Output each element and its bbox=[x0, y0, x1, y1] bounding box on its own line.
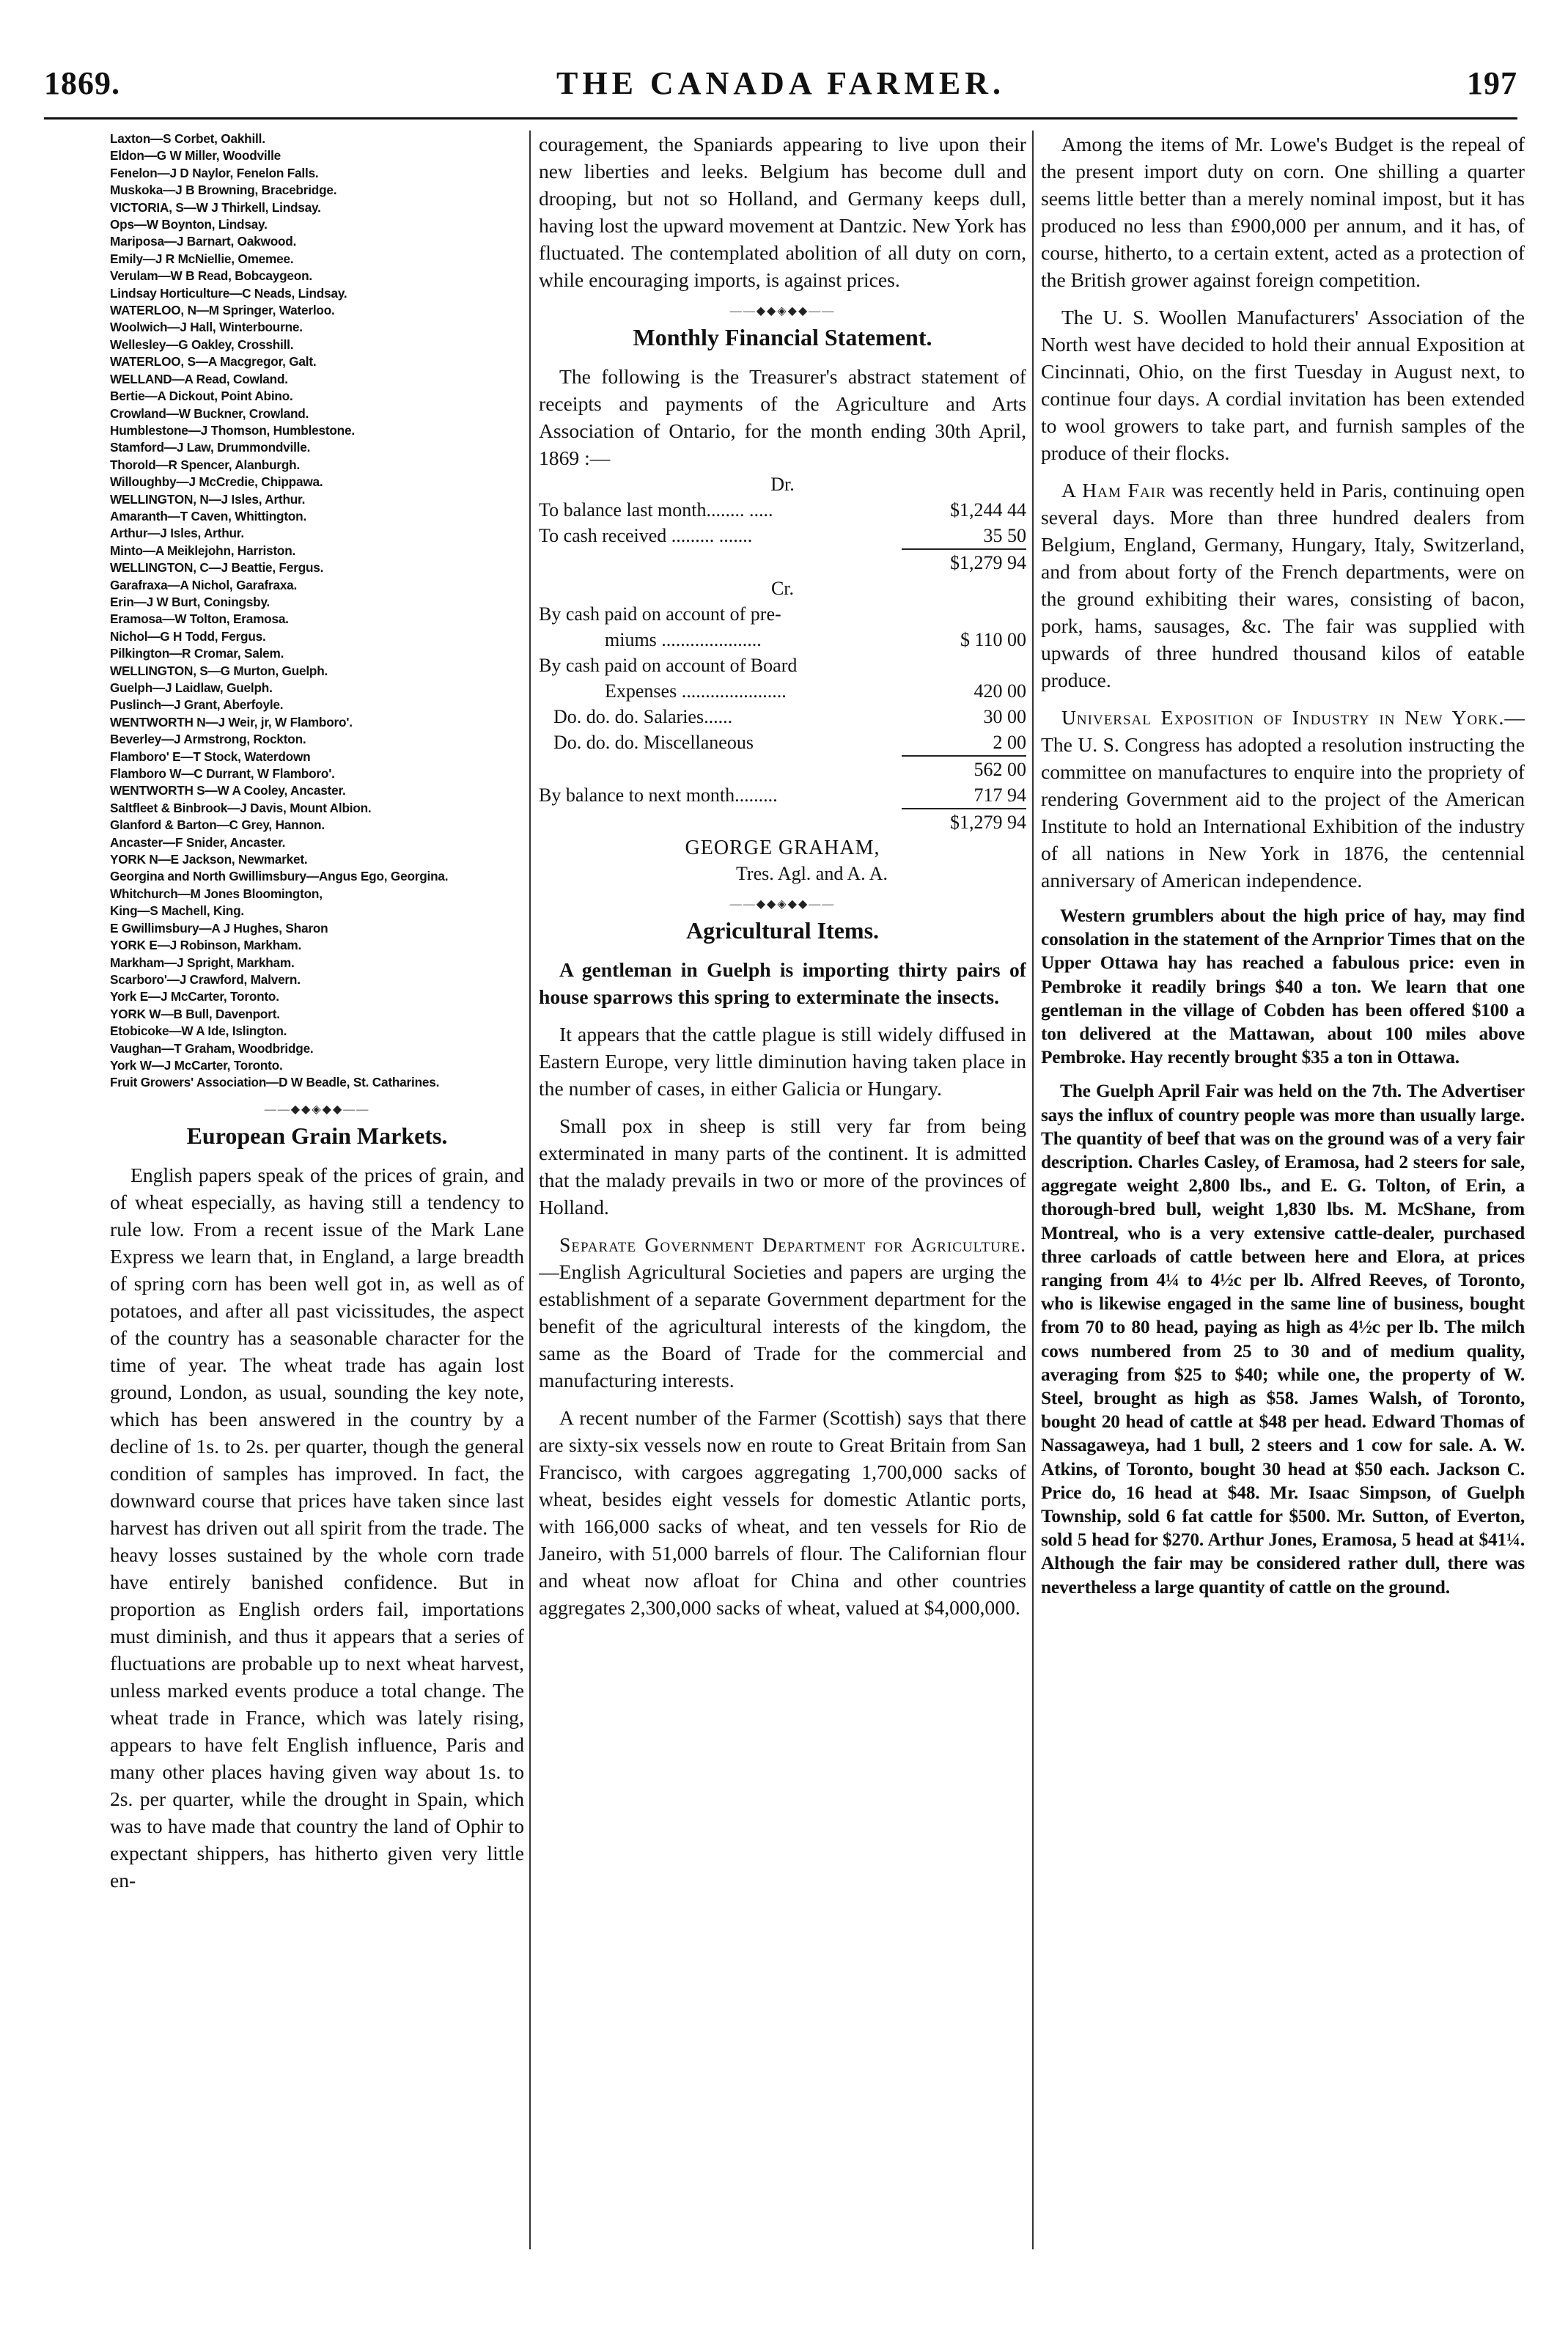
section-heading: European Grain Markets. bbox=[186, 1122, 448, 1149]
article-paragraph: The following is the Treasurer's abstract statement of receipts and payments of the Agriculture and Arts Association of Ontario, for the month ending 30th April, 1869 :— bbox=[539, 365, 1026, 469]
list-item: Ops—W Boynton, Lindsay. bbox=[110, 217, 268, 232]
header-rule bbox=[44, 117, 1517, 120]
run-in-heading: Universal Exposition of Industry in New York. bbox=[1061, 706, 1505, 729]
list-item: York W—J McCarter, Toronto. bbox=[110, 1057, 283, 1073]
column-1 bbox=[110, 131, 524, 1894]
list-item: Amaranth—T Caven, Whittington. bbox=[110, 508, 307, 523]
list-item: WELLAND—A Read, Cowland. bbox=[110, 371, 288, 386]
subtotal: 562 00 bbox=[902, 755, 1026, 782]
list-item: Mariposa—J Barnart, Oakwood. bbox=[110, 234, 297, 249]
list-item: Verulam—W B Read, Bobcaygeon. bbox=[110, 268, 312, 284]
header-year: 1869. bbox=[44, 65, 120, 101]
list-item: Crowland—W Buckner, Crowland. bbox=[110, 405, 309, 421]
column-3 bbox=[1041, 131, 1525, 1599]
list-item: WENTWORTH N—J Weir, jr, W Flamboro'. bbox=[110, 714, 353, 729]
signature-title: Tres. Agl. and A. A. bbox=[735, 863, 888, 884]
article-paragraph: A recent number of the Farmer (Scottish) says that there are sixty-six vessels now en route to Great Britain from San Francisco, with cargoes aggregating 1,700,000 sacks of wheat, besides eight vessels for domestic Atlantic ports, with 166,000 sacks of wheat, and ten vessels for Rio de Janeiro, with 51,000 barrels of flour. The Californian flour and wheat now afloat for China and other countries aggregates 2,300,000 sacks of wheat, valued at $4,000,000. bbox=[539, 1406, 1026, 1619]
header-page-number: 197 bbox=[1467, 65, 1517, 101]
header-title: THE CANADA FARMER. bbox=[556, 65, 1005, 101]
list-item: Whitchurch—M Jones Bloomington, bbox=[110, 886, 323, 901]
list-item: YORK N—E Jackson, Newmarket. bbox=[110, 852, 308, 867]
financial-statement bbox=[539, 471, 1026, 886]
list-item: Lindsay Horticulture—C Neads, Lindsay. bbox=[110, 285, 347, 301]
article-paragraph: couragement, the Spaniards appearing to live upon their new liberties and leeks. Belgium has become dull and drooping, but not so Holland, and Germany keeps dull, having lost the upward movement at Dantzic. New York has fluctuated. The contemplated abolition of all duty on corn, while encouraging imports, is against prices. bbox=[539, 133, 1026, 291]
list-item: Etobicoke—W A Ide, Islington. bbox=[110, 1023, 287, 1039]
statement-row: Do. do. do. Miscellaneous 2 00 bbox=[553, 732, 1026, 753]
list-item: King—S Machell, King. bbox=[110, 903, 244, 919]
list-item: WELLINGTON, N—J Isles, Arthur. bbox=[110, 491, 306, 507]
section-heading: Agricultural Items. bbox=[685, 917, 880, 944]
article-paragraph: A gentleman in Guelph is importing thirty pairs of house sparrows this spring to exterminate the insects. bbox=[539, 958, 1026, 1008]
list-item: Arthur—J Isles, Arthur. bbox=[110, 526, 244, 541]
list-item: Georgina and North Gwillimsbury—Angus Ego, Georgina. bbox=[110, 869, 449, 884]
credit-heading: Cr. bbox=[770, 578, 795, 599]
list-item: Fenelon—J D Naylor, Fenelon Falls. bbox=[110, 165, 319, 180]
list-item: Minto—A Meiklejohn, Harriston. bbox=[110, 543, 296, 558]
article-paragraph: Universal Exposition of Industry in New York.—The U. S. Congress has adopted a resolution instructing the committee on manufactures to enquire into the propriety of rendering Government aid to the project of the American Institute to hold an International Exhibition of the industry of all nations in New York in 1876, the centennial anniversary of American independence. bbox=[1041, 706, 1525, 892]
list-item: Markham—J Spright, Markham. bbox=[110, 955, 295, 970]
list-item: Puslinch—J Grant, Aberfoyle. bbox=[110, 697, 284, 713]
statement-row: Do. do. do. Salaries...... 30 00 bbox=[553, 706, 1026, 727]
column-divider bbox=[529, 131, 531, 2249]
column-divider bbox=[1032, 131, 1034, 2249]
article-paragraph: The Guelph April Fair was held on the 7th. The Advertiser says the influx of country people was more than usually large. The quantity of beef that was on the ground was of a very fair description. Charles Casley, of Eramosa, had 2 steers for sale, aggregate weight 2,800 lbs., and E. G. Tolton, of Erin, a thorough-bred bull, weight 1,830 lbs. M. McShane, from Montreal, who is a very extensive cattle-dealer, purchased three carloads of cattle between here and Elora, at prices ranging from 4¼ to 4½c per lb. Alfred Reeves, of Toronto, who is likewise engaged in the same line of business, bought from 70 to 80 head, paying as high as 4½c per lb. The milch cows numbered from 25 to 30 and of medium quality, averaging from $25 to $40; while one, the property of W. Steel, brought as high as $58. James Walsh, of Toronto, bought 20 head of cattle at $48 per head. Edward Thomas of Nassagaweya, had 1 bull, 2 steers and 1 cow for sale. A. W. Atkins, of Toronto, bought 30 head at $50 each. Jackson C. Price do, 16 head at $48. Mr. Isaac Simpson, of Guelph Township, sold 6 fat cattle for $500. Mr. Sutton, of Everton, sold 5 head for $270. Arthur Jones, Eramosa, 5 head at $41¼. Although the fair may be considered rather dull, there was nevertheless a large quantity of cattle on the ground. bbox=[1041, 1081, 1525, 1598]
list-item: Erin—J W Burt, Coningsby. bbox=[110, 594, 270, 609]
article-paragraph: A Ham Fair was recently held in Paris, continuing open several days. More than three hundred dealers from Belgium, England, Germany, Hungary, Italy, Switzerland, and from about forty of the French departments, were on the ground exhibiting their wares, consisting of bacon, pork, hams, sausages, &c. The fair was supplied with upwards of three hundred thousand kilos of eatable produce. bbox=[1041, 479, 1525, 691]
article-paragraph: English papers speak of the prices of grain, and of wheat especially, as having still a tendency to rule low. From a recent issue of the Mark Lane Express we learn that, in England, a large breadth of spring corn has been well got in, as well as of potatoes, and after all past vicissitudes, the aspect of the country has a seasonable character for the time of year. The wheat trade has again lost ground, London, as usual, sounding the key note, which has been answered in the country by a decline of 1s. to 2s. per quarter, though the general condition of samples has improved. In fact, the downward course that prices have taken since last harvest has driven out all spirit from the trade. The heavy losses sustained by the whole corn trade have entirely banished confidence. But in proportion as English orders fail, importations must diminish, and thus it appears that a series of fluctuations are probable up to next wheat harvest, unless marked events produce a total change. The wheat trade in France, which was lately rising, appears to have felt English influence, Paris and many other places having given way about 1s. to 2s. per quarter, while the drought in Spain, which was to have made that country the land of Ophir to expectant shippers, has hitherto given very little en- bbox=[110, 1163, 524, 1892]
statement-row: By balance to next month......... 717 94 bbox=[539, 784, 1026, 806]
list-item: Nichol—G H Todd, Fergus. bbox=[110, 628, 266, 644]
list-item: E Gwillimsbury—A J Hughes, Sharon bbox=[110, 920, 328, 936]
statement-row: miums ..................... $ 110 00 bbox=[605, 629, 1026, 650]
statement-row: Expenses ...................... 420 00 bbox=[605, 680, 1026, 702]
list-item: York E—J McCarter, Toronto. bbox=[110, 989, 279, 1004]
article-paragraph: The U. S. Woollen Manufacturers' Association of the North west have decided to hold their annual Exposition at Cincinnati, Ohio, on the first Tuesday in August next, to continue four days. A cordial invitation has been extended to wool growers to take part, and furnish samples of the produce of their flocks. bbox=[1041, 306, 1525, 464]
signature-name: GEORGE GRAHAM, bbox=[685, 837, 880, 859]
page-header bbox=[44, 65, 1517, 116]
society-list bbox=[110, 131, 524, 1092]
credit-total: $1,279 94 bbox=[902, 808, 1026, 835]
list-item: Muskoka—J B Browning, Bracebridge. bbox=[110, 183, 337, 198]
run-in-heading: A Ham Fair bbox=[1061, 479, 1166, 501]
list-item: YORK W—B Bull, Davenport. bbox=[110, 1006, 280, 1021]
list-item: WATERLOO, N—M Springer, Waterloo. bbox=[110, 303, 335, 318]
article-paragraph: It appears that the cattle plague is still widely diffused in Eastern Europe, very little diminution having taken place in the number of cases, in either Galicia or Hungary. bbox=[539, 1023, 1026, 1100]
list-item: Wellesley—G Oakley, Crosshill. bbox=[110, 337, 294, 352]
statement-row: By cash paid on account of pre- bbox=[539, 603, 781, 625]
list-item: Flamboro' E—T Stock, Waterdown bbox=[110, 749, 311, 764]
article-paragraph: Separate Government Department for Agriculture.—English Agricultural Societies and papers are urging the establishment of a separate Government department for the benefit of the agricultural interests of the kingdom, the same as the Board of Trade for the commercial and manufacturing interests. bbox=[539, 1233, 1026, 1392]
list-item: WELLINGTON, S—G Murton, Guelph. bbox=[110, 663, 328, 678]
list-item: WENTWORTH S—W A Cooley, Ancaster. bbox=[110, 783, 346, 798]
debit-total: $1,279 94 bbox=[902, 548, 1026, 576]
list-item: Flamboro W—C Durrant, W Flamboro'. bbox=[110, 766, 335, 782]
ornament-divider: ——◆◆◈◆◆—— bbox=[264, 1103, 370, 1116]
list-item: Pilkington—R Cromar, Salem. bbox=[110, 646, 284, 661]
section-heading: Monthly Financial Statement. bbox=[633, 324, 932, 350]
list-item: Ancaster—F Snider, Ancaster. bbox=[110, 834, 286, 850]
ornament-divider: ——◆◆◈◆◆—— bbox=[729, 898, 836, 911]
list-item: Glanford & Barton—C Grey, Hannon. bbox=[110, 817, 325, 833]
list-item: Beverley—J Armstrong, Rockton. bbox=[110, 732, 306, 747]
list-item: WATERLOO, S—A Macgregor, Galt. bbox=[110, 354, 317, 370]
list-item: Eramosa—W Tolton, Eramosa. bbox=[110, 611, 289, 627]
statement-row: By cash paid on account of Board bbox=[539, 655, 798, 676]
list-item: Humblestone—J Thomson, Humblestone. bbox=[110, 422, 355, 438]
article-paragraph: Western grumblers about the high price of hay, may find consolation in the statement of the Arnprior Times that on the Upper Ottawa hay has reached a fabulous price: even in Pembroke it readily brings $40 a ton. We learn that one gentleman in the village of Cobden has been offered $100 a ton delivered at the Mattawan, about 100 miles above Pembroke. Hay recently brought $35 a ton in Ottawa. bbox=[1041, 905, 1525, 1068]
list-item: WELLINGTON, C—J Beattie, Fergus. bbox=[110, 560, 324, 576]
list-item: Woolwich—J Hall, Winterbourne. bbox=[110, 320, 303, 335]
list-item: Eldon—G W Miller, Woodville bbox=[110, 148, 281, 163]
article-paragraph: Small pox in sheep is still very far from being exterminated in many parts of the continent. It is admitted that the malady prevails in two or more of the provinces of Holland. bbox=[539, 1114, 1026, 1219]
list-item: Willoughby—J McCredie, Chippawa. bbox=[110, 474, 323, 490]
list-item: Saltfleet & Binbrook—J Davis, Mount Albion. bbox=[110, 800, 372, 815]
list-item: YORK E—J Robinson, Markham. bbox=[110, 938, 302, 953]
list-item: Guelph—J Laidlaw, Guelph. bbox=[110, 680, 273, 695]
list-item: Thorold—R Spencer, Alanburgh. bbox=[110, 457, 301, 472]
statement-row: To balance last month........ ..... $1,244 44 bbox=[539, 499, 1026, 521]
statement-row: To cash received ......... ....... 35 50 bbox=[539, 525, 1026, 546]
list-item: Scarboro'—J Crawford, Malvern. bbox=[110, 971, 301, 987]
list-item: Stamford—J Law, Drummondville. bbox=[110, 440, 311, 455]
run-in-heading: Separate Government Department for Agriculture. bbox=[559, 1233, 1026, 1256]
list-item: VICTORIA, S—W J Thirkell, Lindsay. bbox=[110, 199, 321, 215]
debit-heading: Dr. bbox=[770, 474, 795, 495]
list-item: Fruit Growers' Association—D W Beadle, St. Catharines. bbox=[110, 1075, 440, 1090]
list-item: Emily—J R McNiellie, Omemee. bbox=[110, 251, 294, 266]
column-2 bbox=[539, 131, 1026, 1621]
list-item: Vaughan—T Graham, Woodbridge. bbox=[110, 1040, 314, 1056]
list-item: Laxton—S Corbet, Oakhill. bbox=[110, 131, 265, 146]
list-item: Bertie—A Dickout, Point Abino. bbox=[110, 389, 293, 404]
list-item: Garafraxa—A Nichol, Garafraxa. bbox=[110, 577, 298, 592]
ornament-divider: ——◆◆◈◆◆—— bbox=[729, 305, 836, 317]
article-paragraph: Among the items of Mr. Lowe's Budget is the repeal of the present import duty on corn. One shilling a quarter seems little better than a merely nominal impost, but it has produced no less than £900,000 per annum, and it has, of course, hitherto, to a certain extent, acted as a protection of the British grower against foreign competition. bbox=[1041, 133, 1525, 291]
